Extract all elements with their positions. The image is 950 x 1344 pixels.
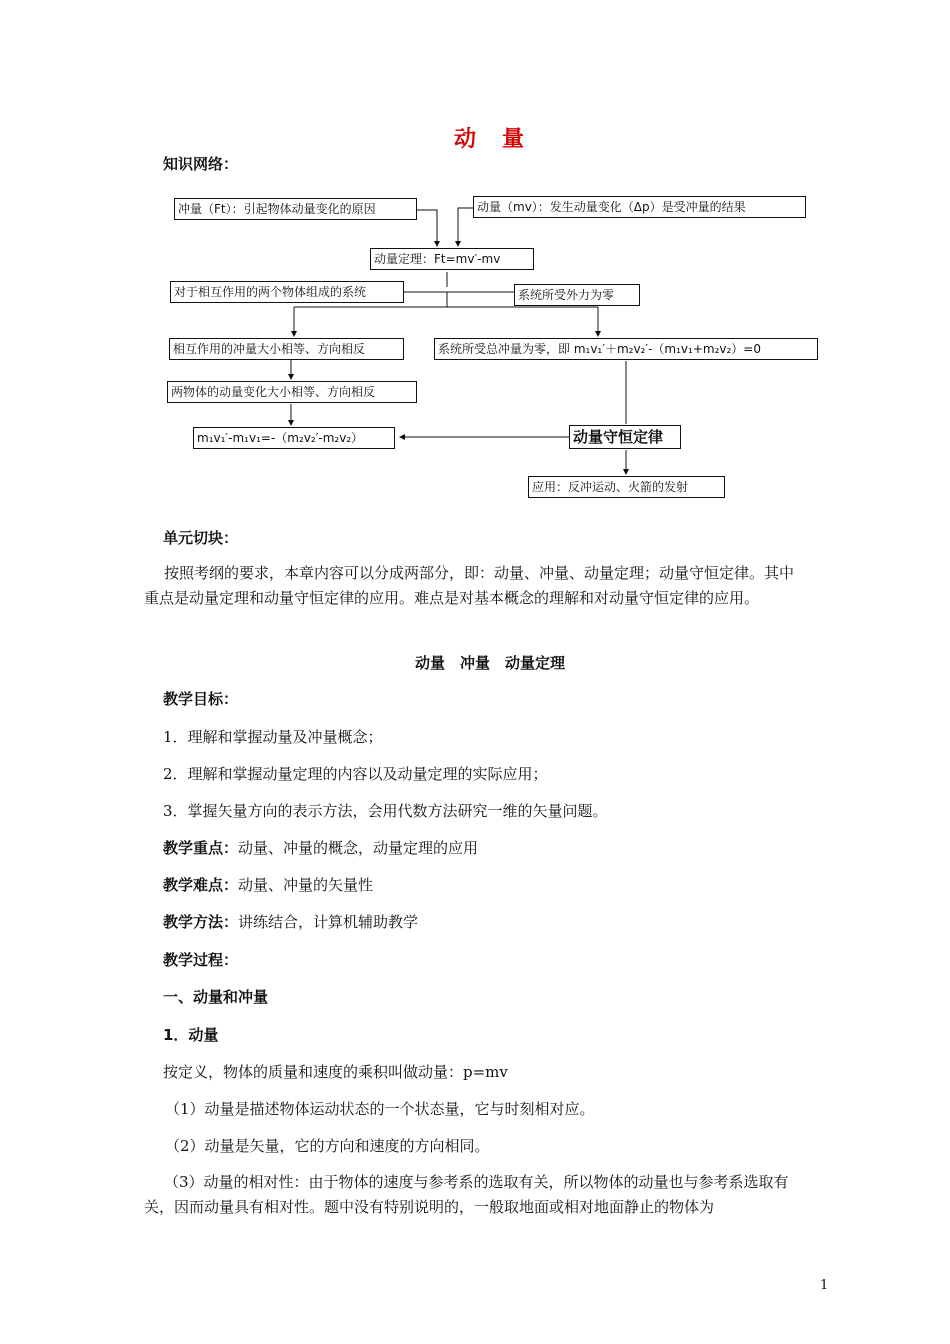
change-equal-box: 两物体的动量变化大小相等、方向相反 [167, 381, 417, 403]
page-number: 1 [820, 1278, 829, 1293]
process-label: 教学过程： [163, 951, 239, 969]
unit-label: 单元切块： [163, 529, 239, 547]
connector-momentum-theorem [458, 208, 473, 246]
goal-item: 2．理解和掌握动量定理的内容以及动量定理的实际应用； [163, 765, 548, 783]
total-impulse-zero-box: 系统所受总冲量为零，即 m₁v₁′＋m₂v₂′-（m₁v₁+m₂v₂）=0 [434, 338, 818, 360]
goal-item: 1．理解和掌握动量及冲量概念； [163, 728, 383, 746]
goal-item: 3．掌握矢量方向的表示方法，会用代数方法研究一维的矢量问题。 [163, 802, 608, 820]
section-heading: 动量 冲量 动量定理 [414, 654, 565, 672]
connector-impulse-theorem [416, 210, 437, 246]
key-points-text: 动量、冲量的概念，动量定理的应用 [238, 839, 479, 857]
equation-box: m₁v₁′-m₁v₁=-（m₂v₂′-m₂v₂） [193, 427, 395, 449]
key-points-line [163, 837, 478, 858]
application-box: 应用：反冲运动、火箭的发射 [528, 476, 725, 498]
page-title: 动 量 [453, 127, 526, 152]
point-3-paragraph: （3）动量的相对性：由于物体的速度与参考系的选取有关，所以物体的动量也与参考系选取有关，因而动量具有相对性。题中没有特别说明的，一般取地面或相对地面静止的物体为 [144, 1173, 789, 1216]
no-external-force-box: 系统所受外力为零 [514, 284, 640, 306]
sub1-heading: 1．动量 [163, 1026, 219, 1044]
conservation-law-box: 动量守恒定律 [569, 425, 681, 449]
unit-paragraph: 按照考纲的要求，本章内容可以分成两部分，即：动量、冲量、动量定理；动量守恒定律。其中重点是动量定理和动量守恒定律的应用。难点是对基本概念的理解和对动量守恒定律的应用。 [144, 564, 795, 607]
system-box: 对于相互作用的两个物体组成的系统 [170, 281, 404, 303]
momentum-box: 动量（mv）：发生动量变化（Δp）是受冲量的结果 [473, 196, 806, 218]
part1-heading: 一、动量和冲量 [163, 988, 269, 1006]
point-item: （1）动量是描述物体运动状态的一个状态量，它与时刻相对应。 [165, 1100, 595, 1118]
key-points-label: 教学重点： [163, 839, 239, 857]
knowledge-network-label: 知识网络： [163, 155, 239, 173]
method-label: 教学方法： [163, 913, 239, 931]
difficulty-line [163, 874, 373, 895]
method-text: 讲练结合，计算机辅助教学 [238, 913, 419, 931]
point-item: （2）动量是矢量，它的方向和速度的方向相同。 [165, 1137, 490, 1155]
difficulty-text: 动量、冲量的矢量性 [238, 876, 374, 894]
momentum-definition: 按定义，物体的质量和速度的乘积叫做动量：p=mv [163, 1063, 508, 1081]
impulse-equal-box: 相互作用的冲量大小相等、方向相反 [169, 338, 404, 360]
theorem-box: 动量定理：Ft=mv′-mv [370, 248, 534, 270]
goals-label: 教学目标： [163, 690, 239, 708]
method-line [163, 911, 418, 932]
difficulty-label: 教学难点： [163, 876, 239, 894]
impulse-box: 冲量（Ft）：引起物体动量变化的原因 [174, 198, 417, 220]
